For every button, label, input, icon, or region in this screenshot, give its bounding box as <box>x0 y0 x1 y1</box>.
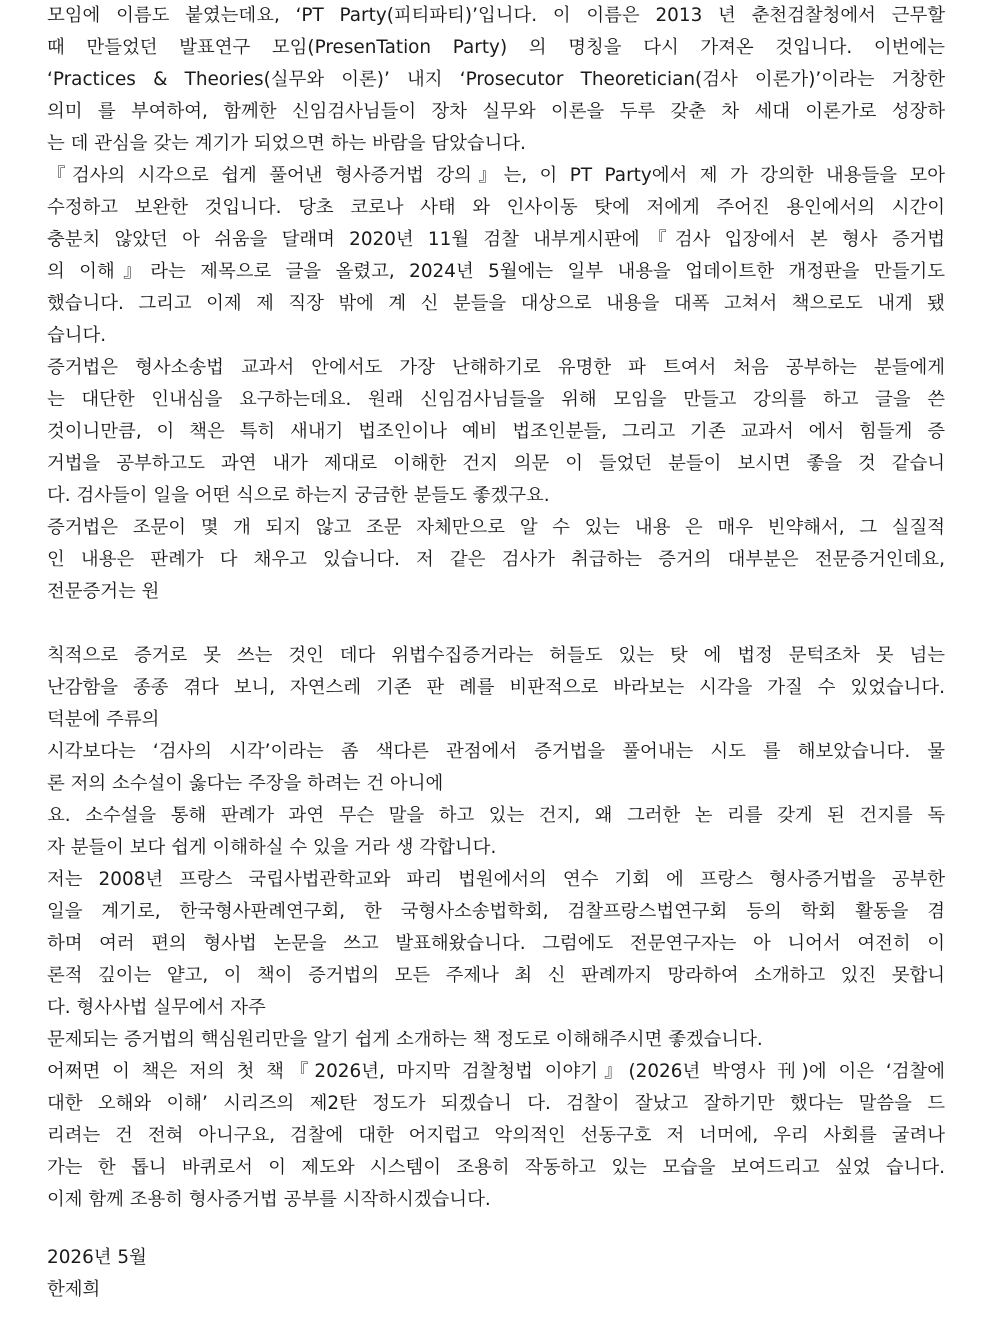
text-line: 의 이해』라는 제목으로 글을 올렸고, 2024년 5월에는 일부 내용을 업데이트한 개정판을 만들기도 <box>47 261 945 282</box>
text-line: 증거법은 형사소송법 교과서 안에서도 가장 난해하기로 유명한 파 트여서 처음 공부하는 분들에게 <box>47 357 945 378</box>
text-line: 수정하고 보완한 것입니다. 당초 코로나 사태 와 인사이동 탓에 저에게 주어진 용인에서의 시간이 <box>47 197 945 218</box>
document-author: 한제희 <box>47 1279 101 1300</box>
text-line: 칙적으로 증거로 못 쓰는 것인 데다 위법수집증거라는 허들도 있는 탓 에 법정 문턱조차 못 넘는 <box>47 645 945 666</box>
text-line: 전문증거는 원 <box>47 581 160 602</box>
text-line: 요. 소수설을 통해 판례가 과연 무슨 말을 하고 있는 건지, 왜 그러한 논 리를 갖게 된 건지를 독 <box>47 805 945 826</box>
text-line: 다. 검사들이 일을 어떤 식으로 하는지 궁금한 분들도 좋겠구요. <box>47 485 550 506</box>
text-line: ‘Practices & Theories(실무와 이론)’ 내지 ‘Prosecutor Theoretician(검사 이론가)’이라는 거창한 <box>47 69 945 90</box>
text-line: 일을 계기로, 한국형사판례연구회, 한 국형사소송법학회, 검찰프랑스법연구회 등의 학회 활동을 겸 <box>47 901 945 922</box>
text-line: 가는 한 톱니 바퀴로서 이 제도와 시스템이 조용히 작동하고 있는 모습을 보여드리고 싶었 습니다. <box>47 1157 945 1178</box>
text-line: 것이니만큼, 이 책은 특히 새내기 법조인이나 예비 법조인분들, 그리고 기존 교과서 에서 힘들게 증 <box>47 421 945 442</box>
text-line: 난감함을 종종 겪다 보니, 자연스레 기존 판 례를 비판적으로 바라보는 시각을 가질 수 있었습니다. <box>47 677 945 698</box>
text-line: 하며 여러 편의 형사법 논문을 쓰고 발표해왔습니다. 그럼에도 전문연구자는 아 니어서 여전히 이 <box>47 933 945 954</box>
text-line: 문제되는 증거법의 핵심원리만을 알기 쉽게 소개하는 책 정도로 이해해주시면 좋겠습니다. <box>47 1029 763 1050</box>
text-line: 시각보다는 ‘검사의 시각’이라는 좀 색다른 관점에서 증거법을 풀어내는 시도 를 해보았습니다. 물 <box>47 741 945 762</box>
text-line: 다. 형사사법 실무에서 자주 <box>47 997 266 1018</box>
text-line: 이제 함께 조용히 형사증거법 공부를 시작하시겠습니다. <box>47 1189 491 1210</box>
text-line: 의미 를 부여하여, 함께한 신임검사님들이 장차 실무와 이론을 두루 갖춘 차 세대 이론가로 성장하 <box>47 101 945 122</box>
text-line: 했습니다. 그리고 이제 제 직장 밖에 계 신 분들을 대상으로 내용을 대폭 고쳐서 책으로도 내게 됐 <box>47 293 945 314</box>
text-line: 증거법은 조문이 몇 개 되지 않고 조문 자체만으로 알 수 있는 내용 은 매우 빈약해서, 그 실질적 <box>47 517 945 538</box>
text-line: 『검사의 시각으로 쉽게 풀어낸 형사증거법 강의』는, 이 PT Party에서 제 가 강의한 내용들을 모아 <box>47 165 945 186</box>
text-line: 저는 2008년 프랑스 국립사법관학교와 파리 법원에서의 연수 기회 에 프랑스 형사증거법을 공부한 <box>47 869 945 890</box>
text-line: 거법을 공부하고도 과연 내가 제대로 이해한 건지 의문 이 들었던 분들이 보시면 좋을 것 같습니 <box>47 453 945 474</box>
text-line: 모임에 이름도 붙였는데요, ‘PT Party(피티파티)’입니다. 이 이름은 2013 년 춘천검찰청에서 근무할 <box>47 5 945 26</box>
document-page <box>47 0 945 1338</box>
text-line: 는 대단한 인내심을 요구하는데요. 원래 신임검사님들을 위해 모임을 만들고 강의를 하고 글을 쓴 <box>47 389 945 410</box>
document-date: 2026년 5월 <box>47 1247 147 1268</box>
text-line: 론적 깊이는 얕고, 이 책이 증거법의 모든 주제나 최 신 판례까지 망라하여 소개하고 있진 못합니 <box>47 965 945 986</box>
text-line: 때 만들었던 발표연구 모임(PresenTation Party) 의 명칭을 다시 가져온 것입니다. 이번에는 <box>47 37 945 58</box>
text-line: 어쩌면 이 책은 저의 첫 책『2026년, 마지막 검찰청법 이야기』(2026년 박영사 刊)에 이은 ‘검찰에 <box>47 1061 945 1082</box>
text-line: 리려는 건 전혀 아니구요, 검찰에 대한 어지럽고 악의적인 선동구호 저 너머에, 우리 사회를 굴려나 <box>47 1125 945 1146</box>
text-line: 대한 오해와 이해’ 시리즈의 제2탄 정도가 되겠습니 다. 검찰이 잘났고 잘하기만 했다는 말씀을 드 <box>47 1093 945 1114</box>
text-line: 론 저의 소수설이 옳다는 주장을 하려는 건 아니에 <box>47 773 444 794</box>
text-line: 는 데 관심을 갖는 계기가 되었으면 하는 바람을 담았습니다. <box>47 133 526 154</box>
text-line: 인 내용은 판례가 다 채우고 있습니다. 저 같은 검사가 취급하는 증거의 대부분은 전문증거인데요, <box>47 549 945 570</box>
text-line: 덕분에 주류의 <box>47 709 160 730</box>
text-line: 충분치 않았던 아 쉬움을 달래며 2020년 11월 검찰 내부게시판에『검사 입장에서 본 형사 증거법 <box>47 229 945 250</box>
text-line: 습니다. <box>47 325 107 346</box>
text-line: 자 분들이 보다 쉽게 이해하실 수 있을 거라 생 각합니다. <box>47 837 497 858</box>
